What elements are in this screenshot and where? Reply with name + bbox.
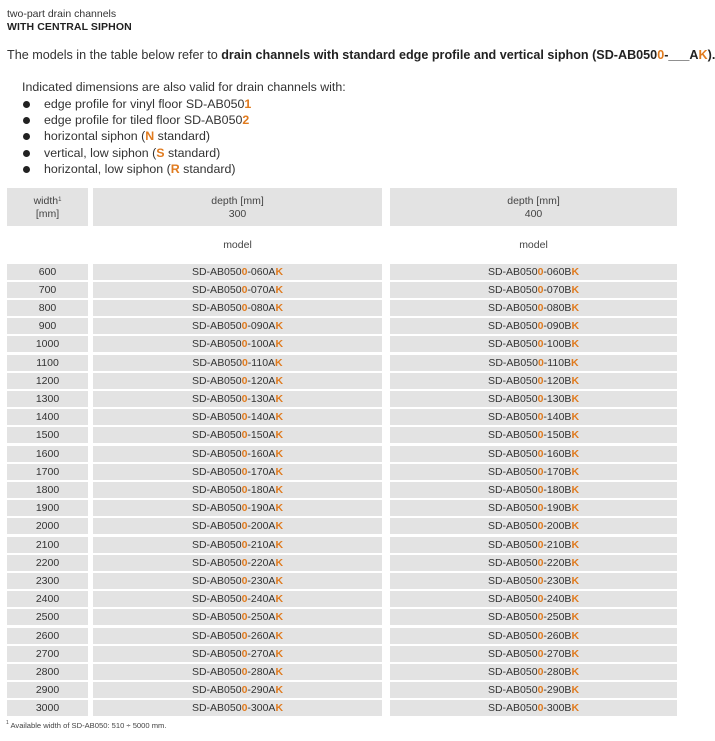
table-cell-model-300: SD-AB0500-100AK bbox=[93, 336, 382, 352]
table-cell-model-300: SD-AB0500-180AK bbox=[93, 482, 382, 498]
header-depth-400: depth [mm] 400 bbox=[390, 188, 677, 226]
table-cell-model-300: SD-AB0500-230AK bbox=[93, 573, 382, 589]
table-cell-model-400: SD-AB0500-270BK bbox=[390, 646, 677, 662]
intro-paragraph bbox=[7, 48, 715, 62]
table-cell-width: 2700 bbox=[7, 646, 88, 662]
table-cell-model-400: SD-AB0500-300BK bbox=[390, 700, 677, 716]
table-cell-width: 2200 bbox=[7, 555, 88, 571]
table-cell-model-400: SD-AB0500-080BK bbox=[390, 300, 677, 316]
table-cell-model-400: SD-AB0500-100BK bbox=[390, 336, 677, 352]
model-label-300: model bbox=[223, 239, 252, 251]
header-width: width$^1$ [mm] bbox=[7, 188, 88, 226]
table-cell-model-300: SD-AB0500-090AK bbox=[93, 318, 382, 334]
table-cell-width: 1300 bbox=[7, 391, 88, 407]
table-cell-model-400: SD-AB0500-260BK bbox=[390, 628, 677, 644]
table-cell-model-300: SD-AB0500-300AK bbox=[93, 700, 382, 716]
table-cell-model-300: SD-AB0500-130AK bbox=[93, 391, 382, 407]
table-cell-model-300: SD-AB0500-070AK bbox=[93, 282, 382, 298]
bullet-icon bbox=[23, 150, 30, 157]
table-cell-model-400: SD-AB0500-210BK bbox=[390, 537, 677, 553]
table-cell-model-400: SD-AB0500-230BK bbox=[390, 573, 677, 589]
table-cell-model-300: SD-AB0500-270AK bbox=[93, 646, 382, 662]
table-cell-width: 1900 bbox=[7, 500, 88, 516]
table-cell-width: 2500 bbox=[7, 609, 88, 625]
table-cell-model-300: SD-AB0500-060AK bbox=[93, 264, 382, 280]
table-cell-model-400: SD-AB0500-220BK bbox=[390, 555, 677, 571]
table-cell-model-400: SD-AB0500-120BK bbox=[390, 373, 677, 389]
table-cell-model-400: SD-AB0500-170BK bbox=[390, 464, 677, 480]
table-cell-model-300: SD-AB0500-160AK bbox=[93, 446, 382, 462]
table-cell-model-400: SD-AB0500-110BK bbox=[390, 355, 677, 371]
model-label-400: model bbox=[519, 239, 548, 251]
validity-item: horizontal siphon (N standard) bbox=[22, 128, 251, 144]
intro-prefix: The models in the table below refer to bbox=[7, 48, 222, 62]
table-cell-width: 1400 bbox=[7, 409, 88, 425]
table-cell-model-400: SD-AB0500-180BK bbox=[390, 482, 677, 498]
header-subtitle: two-part drain channels bbox=[7, 8, 117, 20]
validity-item: edge profile for tiled floor SD-AB0502 bbox=[22, 112, 251, 128]
table-cell-width: 900 bbox=[7, 318, 88, 334]
header-title: WITH CENTRAL SIPHON bbox=[7, 21, 132, 33]
table-cell-model-400: SD-AB0500-160BK bbox=[390, 446, 677, 462]
footnote: $^1$ Available width of SD-AB050: 510 ÷ 5000 mm. bbox=[6, 720, 167, 730]
table-cell-width: 1700 bbox=[7, 464, 88, 480]
table-cell-model-300: SD-AB0500-220AK bbox=[93, 555, 382, 571]
table-cell-model-400: SD-AB0500-140BK bbox=[390, 409, 677, 425]
table-cell-model-400: SD-AB0500-150BK bbox=[390, 427, 677, 443]
table-cell-model-400: SD-AB0500-200BK bbox=[390, 518, 677, 534]
table-cell-width: 1000 bbox=[7, 336, 88, 352]
bullet-icon bbox=[23, 166, 30, 173]
bullet-icon bbox=[23, 133, 30, 140]
table-cell-model-400: SD-AB0500-290BK bbox=[390, 682, 677, 698]
table-cell-model-300: SD-AB0500-210AK bbox=[93, 537, 382, 553]
table-cell-width: 3000 bbox=[7, 700, 88, 716]
table-cell-width: 800 bbox=[7, 300, 88, 316]
table-cell-width: 2000 bbox=[7, 518, 88, 534]
table-cell-width: 1500 bbox=[7, 427, 88, 443]
bullet-icon bbox=[23, 101, 30, 108]
table-cell-width: 2900 bbox=[7, 682, 88, 698]
table-cell-model-300: SD-AB0500-250AK bbox=[93, 609, 382, 625]
table-cell-model-400: SD-AB0500-130BK bbox=[390, 391, 677, 407]
table-cell-model-400: SD-AB0500-090BK bbox=[390, 318, 677, 334]
table-cell-model-300: SD-AB0500-200AK bbox=[93, 518, 382, 534]
table-cell-model-400: SD-AB0500-280BK bbox=[390, 664, 677, 680]
table-cell-model-400: SD-AB0500-190BK bbox=[390, 500, 677, 516]
table-cell-model-400: SD-AB0500-060BK bbox=[390, 264, 677, 280]
table-cell-model-400: SD-AB0500-240BK bbox=[390, 591, 677, 607]
validity-item: vertical, low siphon (S standard) bbox=[22, 145, 251, 161]
table-cell-model-300: SD-AB0500-170AK bbox=[93, 464, 382, 480]
table-cell-model-400: SD-AB0500-070BK bbox=[390, 282, 677, 298]
bullet-icon bbox=[23, 117, 30, 124]
table-cell-width: 2400 bbox=[7, 591, 88, 607]
validity-item: horizontal, low siphon (R standard) bbox=[22, 161, 251, 177]
table-cell-width: 1100 bbox=[7, 355, 88, 371]
table-cell-model-300: SD-AB0500-150AK bbox=[93, 427, 382, 443]
table-cell-width: 700 bbox=[7, 282, 88, 298]
intro-bold: drain channels with standard edge profile and vertical siphon (SD-AB0500-___AK). bbox=[221, 48, 715, 62]
validity-list bbox=[22, 96, 251, 177]
table-cell-model-300: SD-AB0500-260AK bbox=[93, 628, 382, 644]
table-cell-width: 2600 bbox=[7, 628, 88, 644]
table-cell-model-300: SD-AB0500-240AK bbox=[93, 591, 382, 607]
table-cell-model-300: SD-AB0500-110AK bbox=[93, 355, 382, 371]
table-cell-model-300: SD-AB0500-290AK bbox=[93, 682, 382, 698]
table-cell-width: 1800 bbox=[7, 482, 88, 498]
table-cell-model-300: SD-AB0500-120AK bbox=[93, 373, 382, 389]
table-cell-model-400: SD-AB0500-250BK bbox=[390, 609, 677, 625]
table-cell-width: 600 bbox=[7, 264, 88, 280]
table-cell-model-300: SD-AB0500-190AK bbox=[93, 500, 382, 516]
table-cell-width: 1200 bbox=[7, 373, 88, 389]
validity-item: edge profile for vinyl floor SD-AB0501 bbox=[22, 96, 251, 112]
table-cell-width: 2300 bbox=[7, 573, 88, 589]
validity-heading: Indicated dimensions are also valid for drain channels with: bbox=[22, 80, 346, 94]
table-cell-model-300: SD-AB0500-280AK bbox=[93, 664, 382, 680]
table-cell-width: 2800 bbox=[7, 664, 88, 680]
table-cell-width: 2100 bbox=[7, 537, 88, 553]
table-cell-width: 1600 bbox=[7, 446, 88, 462]
header-depth-300: depth [mm] 300 bbox=[93, 188, 382, 226]
table-cell-model-300: SD-AB0500-140AK bbox=[93, 409, 382, 425]
table-cell-model-300: SD-AB0500-080AK bbox=[93, 300, 382, 316]
